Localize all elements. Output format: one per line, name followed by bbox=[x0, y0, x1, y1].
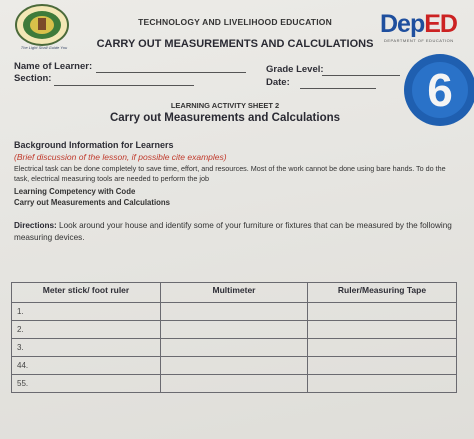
grade-level-label: Grade Level: bbox=[266, 64, 324, 75]
table-cell[interactable] bbox=[161, 321, 308, 339]
deped-logo-subtitle: DEPARTMENT OF EDUCATION bbox=[384, 38, 454, 43]
table-row bbox=[12, 339, 457, 357]
table-cell[interactable] bbox=[308, 321, 457, 339]
directions-label: Directions: bbox=[14, 221, 57, 230]
table-cell[interactable] bbox=[308, 375, 457, 393]
row-number: 3. bbox=[12, 339, 161, 357]
table-row bbox=[12, 375, 457, 393]
table-row bbox=[12, 321, 457, 339]
competency-text: Carry out Measurements and Calculations bbox=[14, 198, 170, 207]
measuring-devices-table bbox=[11, 282, 457, 393]
background-text: Electrical task can be done completely to save time, effort, and resources. Most of the work cannot be done using bare hands. To do the task, electrical measuring tools are needed to perform the job bbox=[14, 164, 446, 183]
column-header-measuring-tape: Ruler/Measuring Tape bbox=[308, 283, 457, 303]
section-label: Section: bbox=[14, 73, 52, 84]
date-label: Date: bbox=[266, 77, 290, 88]
seal-caption: The Light Shall Guide You bbox=[20, 45, 68, 50]
table-row bbox=[12, 303, 457, 321]
row-number: 55. bbox=[12, 375, 161, 393]
table-cell[interactable] bbox=[308, 303, 457, 321]
learner-name-line[interactable] bbox=[96, 72, 246, 73]
table-cell[interactable] bbox=[161, 303, 308, 321]
grade-badge bbox=[400, 52, 474, 132]
background-title: Background Information for Learners bbox=[14, 140, 174, 150]
table-header-row bbox=[12, 283, 457, 303]
table-cell[interactable] bbox=[161, 339, 308, 357]
directions-text: Look around your house and identify some of your furniture or fixtures that can be measured by the following measuring devices. bbox=[14, 221, 452, 242]
table-cell[interactable] bbox=[308, 357, 457, 375]
row-number: 1. bbox=[12, 303, 161, 321]
competency-label: Learning Competency with Code bbox=[14, 187, 136, 196]
column-header-meter-stick: Meter stick/ foot ruler bbox=[12, 283, 161, 303]
grade-number: 6 bbox=[427, 64, 453, 116]
section-line[interactable] bbox=[54, 85, 194, 86]
table-cell[interactable] bbox=[308, 339, 457, 357]
background-subtitle: (Brief discussion of the lesson, if possible cite examples) bbox=[14, 152, 227, 162]
activity-sheet-title: LEARNING ACTIVITY SHEET 2 bbox=[170, 101, 280, 110]
learner-name-label: Name of Learner: bbox=[14, 61, 93, 72]
table-cell[interactable] bbox=[161, 357, 308, 375]
deped-seal-logo bbox=[14, 3, 70, 47]
directions bbox=[14, 220, 454, 243]
module-title: CARRY OUT MEASUREMENTS AND CALCULATIONS bbox=[96, 38, 374, 50]
agency-header: TECHNOLOGY AND LIVELIHOOD EDUCATION bbox=[138, 17, 332, 27]
table-row bbox=[12, 357, 457, 375]
deped-logo: DepED bbox=[380, 10, 457, 38]
row-number: 44. bbox=[12, 357, 161, 375]
date-line[interactable] bbox=[300, 88, 376, 89]
table-cell[interactable] bbox=[161, 375, 308, 393]
row-number: 2. bbox=[12, 321, 161, 339]
activity-sheet-subtitle: Carry out Measurements and Calculations bbox=[109, 112, 341, 124]
column-header-multimeter: Multimeter bbox=[161, 283, 308, 303]
grade-level-line[interactable] bbox=[322, 75, 400, 76]
